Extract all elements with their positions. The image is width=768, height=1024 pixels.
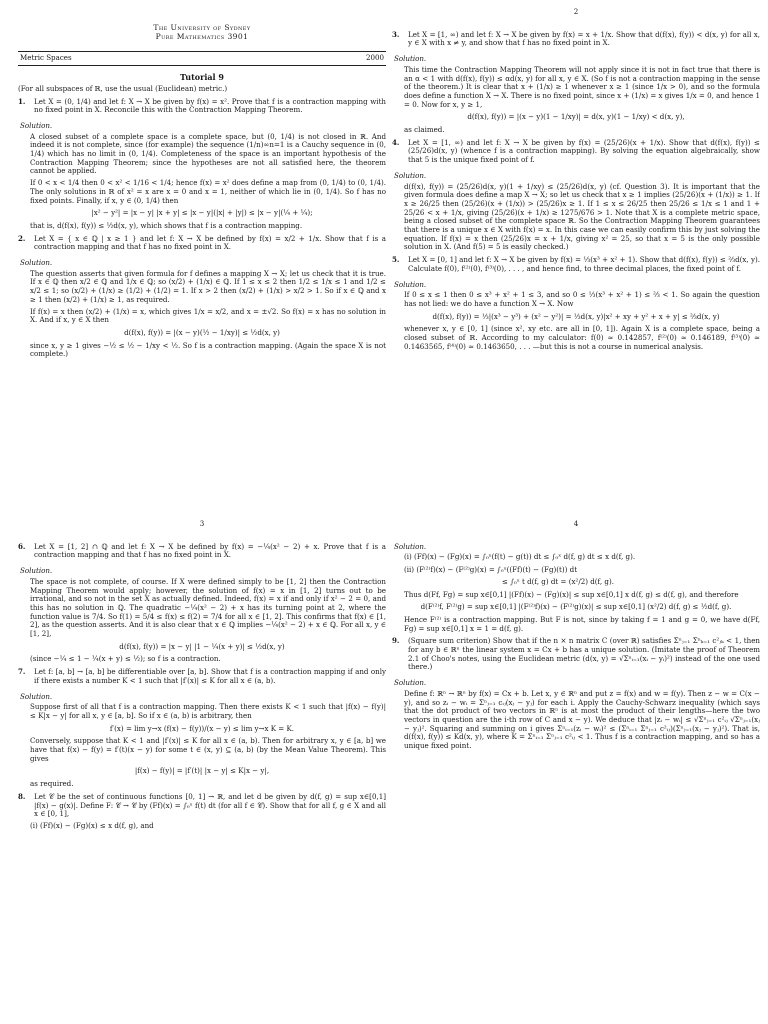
display-equation: d(f(x), f(y)) = |x − y| |1 − ¼(x + y)| ≤ ½d(x, y): [119, 641, 285, 651]
question-text: Let X = { x ∈ ℚ | x ≥ 1 } and let f: X → X be defined by f(x) = x/2 + 1/x. Show that f is a contraction mapping and that f has no fixed point in X.: [34, 233, 386, 252]
solution-paragraph: Suppose first of all that f is a contraction mapping. Then there exists K < 1 such that |f(x) − f(y)| ≤ K|x − y| for all x, y ∈ [a, b]. So if x ∈ (a, b) is arbitrary, then: [30, 702, 386, 720]
question-8: [18, 793, 386, 819]
solution-paragraph: (since −¼ ≤ 1 − ¼(x + y) ≤ ½); so f is a contraction.: [30, 654, 221, 664]
question-text: Let X = (0, 1/4) and let f: X → X be given by f(x) = x². Prove that f is a contraction mapping with no fixed point in X. Reconcile this with the Contraction Mapping Theorem.: [34, 96, 386, 115]
question-2: [18, 235, 386, 252]
tutorial-title: Tutorial 9: [180, 72, 224, 83]
solution-label: Solution.: [394, 279, 427, 289]
display-equation: f′(x) = lim y→x (f(x) − f(y))/(x − y) ≤ lim y→x K = K.: [109, 723, 295, 733]
solution-paragraph: Hence F⁽²⁾ is a contraction mapping. But F is not, since by taking f = 1 and g = 0, we have d(Ff, Fg) = sup x∈[0,1] x = 1 = d(f, g).: [404, 614, 760, 633]
solution-label: Solution.: [394, 541, 427, 551]
page-4: [392, 520, 760, 1020]
page-number: 3: [199, 520, 205, 528]
solution-label: Solution.: [20, 120, 53, 130]
question-number: 6.: [18, 541, 26, 551]
year: 2000: [365, 53, 384, 63]
question-4: [392, 139, 760, 165]
page-1: [18, 8, 386, 508]
solution-paragraph: A closed subset of a complete space is a complete space, but (0, 1/4) is not closed in ℝ. And indeed it is not complete, since (for example) the sequence (1/n)∞n=1 is a Cauchy sequence in (0, 1/4) which has no limit in (0, 1/4). Completeness of the space is an important hypothesis of the Contraction Mapping Theorem; since the hypotheses are not all satisfied here, the theorem cannot be applied.: [30, 131, 386, 176]
solution-label: Solution.: [394, 54, 427, 64]
solution-paragraph: that is, d(f(x), f(y)) ≤ ½d(x, y), which shows that f is a contraction mapping.: [30, 220, 303, 230]
university-name: The University of Sydney: [153, 23, 251, 32]
display-equation: d(f(x), f(y)) = |(x − y)(½ − 1/xy)| ≤ ½d(x, y): [124, 327, 280, 337]
question-number: 7.: [18, 667, 26, 677]
solution-line: ≤ ∫₀ˣ t d(f, g) dt = (x²/2) d(f, g).: [502, 576, 614, 586]
question-number: 9.: [392, 636, 400, 646]
question-text: (Square sum criterion) Show that if the n × n matrix C (over ℝ) satisfies Σⁿⱼ₌₁ Σⁿₖ₌₁ c²ⱼₖ < 1, then for any b ∈ ℝⁿ the linear system x = Cx + b has a unique solution. (Imitate the proof of Theorem 2.1 of Choo's notes, using the Euclidean metric (d(x, y) = √Σⁿᵢ₌₁(xᵢ − yᵢ)²) instead of the one used there.): [408, 636, 760, 672]
solution-paragraph: as claimed.: [404, 125, 445, 135]
question-7: [18, 668, 386, 685]
question-text: Let X = [1, 2] ∩ ℚ and let f: X → X be defined by f(x) = −¼(x² − 2) + x. Prove that f is a contraction mapping and that f has no fixed point in X.: [34, 541, 386, 560]
question-3: [392, 31, 760, 48]
solution-paragraph: d(f(x), f(y)) = (25/26)d(x, y)(1 + 1/xy) ≤ (25/26)d(x, y) (cf. Question 3). It is important that the given formula does define a map X → X; so let us check that x ≥ 1 implies (25/26)(x + (1/x)) ≥ 1. If x ≥ 26/25 then (25/26)(x + (1/x)) > (25/26)x ≥ 1. If 1 ≤ x ≤ 26/25 then 25/26 ≤ 1/x ≤ 1 and 1 + 25/26 < x + 1/x, giving (25/26)(x + 1/x) ≥ 1275/676 > 1. Note that X is a complete metric space, being a closed subset of the complete space ℝ. So the Contraction Mapping Theorem guarantees that there is a unique x ∈ X with f(x) = x. In this case we can easily confirm this by just solving the equation. If f(x) = x then (25/26)x = x + 1/x, giving x² = 25, so that x = 5 is the only possible solution in X. (And f(5) = 5 is easily checked.): [404, 181, 760, 252]
question-9: [392, 637, 760, 672]
solution-paragraph: Conversely, suppose that K < 1 and |f′(x)| ≤ K for all x ∈ (a, b). Then for arbitrary x, y ∈ [a, b] we have that f(x) − f(y) = f′(t)(x − y) for some t ∈ (x, y) ⊆ (a, b) (by the Mean Value Theorem). This gives: [30, 736, 386, 763]
topic-bar: [18, 51, 386, 66]
solution-paragraph: This time the Contraction Mapping Theorem will not apply since it is not in fact true that there is an α < 1 with d(f(x), f(y)) ≤ αd(x, y) for all x, y ∈ X. (So f is not a contraction mapping in the sense of the theorem.) It is clear that x + (1/x) ≥ 1 whenever x ≥ 1 (since 1/x > 0), and so the formula does define a function X → X. There is no fixed point, since x + (1/x) = x gives 1/x = 0, and hence 1 = 0. Now for x, y ≥ 1,: [404, 64, 760, 109]
question-text: Let X = [1, ∞) and let f: X → X be given by f(x) = (25/26)(x + 1/x). Show that d(f(x), f(y)) ≤ (25/26)d(x, y) (whence f is a contraction mapping). By solving the equation algebraically, show that 5 is the unique fixed point of f.: [408, 137, 760, 165]
question-number: 8.: [18, 791, 26, 801]
question-text: Let f: [a, b] → [a, b] be differentiable over [a, b]. Show that f is a contraction mapping if and only if there exists a number K < 1 such that |f′(x)| ≤ K for all x ∈ (a, b).: [34, 667, 386, 685]
question-number: 1.: [18, 96, 26, 106]
solution-paragraph: as required.: [30, 779, 74, 789]
question-text: Let X = [0, 1] and let f: X → X be given by f(x) = ⅓(x³ + x² + 1). Show that d(f(x), f(y)) ≤ ⅔d(x, y). Calculate f(0), f⁽²⁾(0), f⁽³⁾(0), . . . , and hence find, to three decimal places, the fixed point of f.: [408, 255, 760, 273]
solution-paragraph: The question asserts that given formula for f defines a mapping X → X; let us check that it is true. If x ∈ ℚ then x/2 ∈ ℚ and 1/x ∈ ℚ; so (x/2) + (1/x) ∈ ℚ. If 1 ≤ x ≤ 2 then 1/2 ≤ 1/x ≤ 1 and 1/2 ≤ x/2 ≤ 1; so (x/2) + (1/x) ≥ (1/2) + (1/2) = 1. If x > 2 then (x/2) + (1/x) > x/2 > 1. So if x ∈ ℚ and x ≥ 1 then (x/2) + (1/x) ≥ 1, as required.: [30, 268, 386, 304]
solution-paragraph: Define f: ℝⁿ → ℝⁿ by f(x) = Cx + b. Let x, y ∈ ℝⁿ and put z = f(x) and w = f(y). Then z − w = C(x − y), and so zᵢ − wᵢ = Σⁿⱼ₌₁ cᵢⱼ(xⱼ − yⱼ) for each i. Apply the Cauchy-Schwarz inequality (which says that the dot product of two vectors in ℝⁿ is at most the product of their lengths—here the two vectors in question are the i-th row of C and x − y). We deduce that |zᵢ − wᵢ| ≤ √Σⁿⱼ₌₁ c²ᵢⱼ √Σⁿⱼ₌₁(xⱼ − yⱼ)². Squaring and summing on i gives Σⁿᵢ₌₁(zᵢ − wᵢ)² ≤ (Σⁿᵢ₌₁ Σⁿⱼ₌₁ c²ᵢⱼ)(Σⁿⱼ₌₁(xⱼ − yⱼ)²). That is, d(f(x), f(y)) ≤ Kd(x, y), where K = Σⁿᵢ₌₁ Σⁿⱼ₌₁ c²ᵢⱼ < 1. Thus f is a contraction mapping, and so has a unique fixed point.: [404, 688, 760, 751]
question-number: 4.: [392, 137, 400, 147]
solution-paragraph: Thus d(Ff, Fg) = sup x∈[0,1] |(Ff)(x) − (Fg)(x)| ≤ sup x∈[0,1] x d(f, g) ≤ d(f, g), and therefore: [404, 589, 739, 599]
question-part: (i) (Ff)(x) − (Fg)(x) ≤ x d(f, g), and: [30, 820, 154, 830]
question-1: [18, 98, 386, 115]
question-number: 5.: [392, 255, 400, 265]
page-3: [18, 520, 386, 1020]
solution-paragraph: If 0 ≤ x ≤ 1 then 0 ≤ x³ + x² + 1 ≤ 3, and so 0 ≤ ⅓(x³ + x² + 1) ≤ ⅔ < 1. So again the question has not lied: we do have a function X → X. Now: [404, 290, 760, 308]
solution-paragraph: If f(x) = x then (x/2) + (1/x) = x, which gives 1/x = x/2, and x = ±√2. So f(x) = x has no solution in X. And if x, y ∈ X then: [30, 306, 386, 325]
solution-line: (ii) (F⁽²⁾f)(x) − (F⁽²⁾g)(x) = ∫₀ˣ((Ff)(t) − (Fg)(t)) dt: [404, 565, 578, 575]
page-number: 4: [573, 520, 579, 528]
solution-line: (i) (Ff)(x) − (Fg)(x) = ∫₀ˣ(f(t) − g(t)) dt ≤ ∫₀ˣ d(f, g) dt ≤ x d(f, g).: [404, 552, 636, 562]
display-equation: |f(x) − f(y)| = |f′(t)| |x − y| ≤ K|x − y|,: [134, 766, 270, 776]
display-equation: d(f(x), f(y)) = ⅓|(x³ − y³) + (x² − y²)| = ⅓d(x, y)|x² + xy + y² + x + y| ≤ ⅔d(x, y): [432, 311, 720, 321]
solution-label: Solution.: [20, 691, 53, 701]
solution-label: Solution.: [394, 170, 427, 180]
solution-label: Solution.: [20, 258, 53, 268]
solution-label: Solution.: [394, 678, 427, 688]
solution-paragraph: since x, y ≥ 1 gives −½ ≤ ½ − 1/xy < ½. So f is a contraction mapping. (Again the space X is not complete.): [30, 340, 386, 359]
course-name: Pure Mathematics 3901: [155, 31, 249, 41]
solution-paragraph: whenever x, y ∈ [0, 1] (since x², xy etc. are all in [0, 1]). Again X is a complete space, being a closed subset of ℝ. According to my calculator: f(0) ≈ 0.142857, f⁽²⁾(0) ≈ 0.146189, f⁽³⁾(0) ≈ 0.1463565, f⁽⁴⁾(0) ≈ 0.1463650, . . . —but this is not a course in numerical analysis.: [404, 324, 760, 351]
solution-paragraph: The space is not complete, of course. If X were defined simply to be [1, 2] then the Contraction Mapping Theorem would apply; however, the solution of f(x) = x in [1, 2] turns out to be irrational, and so not in the set X as actually defined. Indeed, f(x) = x if and only if x² − 2 = 0, and this has no solution in ℚ. The quadratic −¼(x² − 2) + x has its turning point at 2, where the function value is 7/4. So f(1) = 5/4 ≤ f(x) ≤ f(2) = 7/4 for all x ∈ [1, 2]. This confirms that f(x) ∈ [1, 2], as the question asserts. And it is also clear that x ∈ ℚ implies −¼(x² − 2) + x ∈ ℚ. For all x, y ∈ [1, 2],: [30, 576, 386, 639]
page-number: 2: [573, 8, 579, 16]
question-text: Let X = [1, ∞) and let f: X → X be given by f(x) = x + 1/x. Show that d(f(x), f(y)) < d(x, y) for all x, y ∈ X with x ≠ y, and show that f has no fixed point in X.: [408, 29, 760, 48]
solution-label: Solution.: [20, 566, 53, 576]
intro-note: (For all subspaces of ℝ, use the usual (Euclidean) metric.): [18, 83, 228, 93]
question-number: 2.: [18, 233, 26, 243]
question-number: 3.: [392, 29, 400, 39]
solution-paragraph: If 0 < x < 1/4 then 0 < x² < 1/16 < 1/4; hence f(x) = x² does define a map from (0, 1/4) to (0, 1/4). The only solutions in ℝ of x² = x are x = 0 and x = 1, neither of which lie in (0, 1/4). So f has no fixed points. Finally, if x, y ∈ (0, 1/4) then: [30, 178, 386, 205]
question-5: [392, 256, 760, 273]
question-text: Let 𝒞 be the set of continuous functions [0, 1] → ℝ, and let d be given by d(f, g) = sup x∈[0,1] |f(x) − g(x)|. Define F: 𝒞 → 𝒞 by (Ff)(x) = ∫₀ˣ f(t) dt (for all f ∈ 𝒞). Show that for all f, g ∈ X and all x ∈ [0, 1],: [34, 791, 386, 819]
display-equation: d(f(x), f(y)) = |(x − y)(1 − 1/xy)| = d(x, y)(1 − 1/xy) < d(x, y),: [467, 112, 685, 122]
question-6: [18, 543, 386, 560]
page-2: [392, 8, 760, 508]
display-equation: d(F⁽²⁾f, F⁽²⁾g) = sup x∈[0,1] |(F⁽²⁾f)(x) − (F⁽²⁾g)(x)| ≤ sup x∈[0,1] (x²/2) d(f, g) ≤ ½d(f, g).: [420, 602, 732, 612]
topic: Metric Spaces: [20, 53, 72, 63]
display-equation: |x² − y²| = |x − y| |x + y| ≤ |x − y|(|x| + |y|) ≤ |x − y|(¼ + ¼);: [91, 208, 313, 218]
